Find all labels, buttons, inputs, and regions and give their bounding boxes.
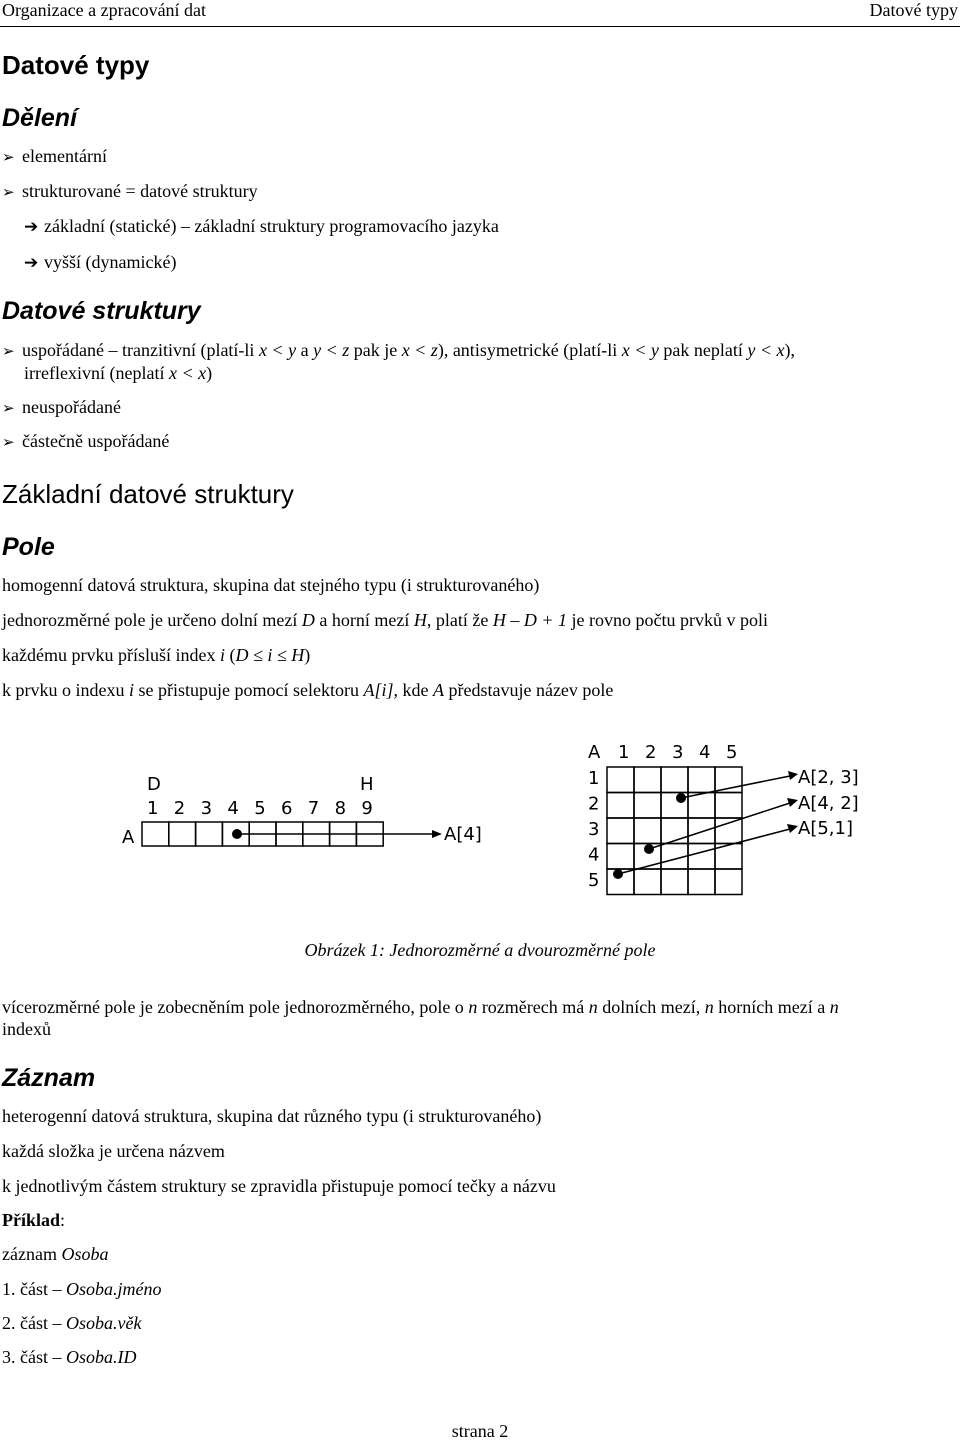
grid-cell	[715, 818, 742, 844]
chevron-bullet-icon: ➢	[2, 150, 15, 166]
grid-cell	[688, 767, 715, 793]
paragraph: homogenní datová struktura, skupina dat stejného typu (i strukturovaného)	[2, 575, 540, 595]
arrow-right-icon: ➔	[24, 217, 39, 236]
index-label: 9	[361, 798, 373, 819]
arrowhead	[788, 771, 798, 780]
chevron-bullet-icon: ➢	[2, 185, 15, 201]
paragraph: vícerozměrné pole je zobecněním pole jednorozměrného, pole o n rozměrech má n dolních mezí, n horních mezí a n	[2, 997, 839, 1017]
array-figure	[110, 730, 890, 900]
index-label: 5	[254, 798, 266, 819]
paragraph: jednorozměrné pole je určeno dolní mezí D a horní mezí H, platí že H – D + 1 je rovno počtu prvků v poli	[2, 610, 768, 630]
grid-cell	[634, 767, 661, 793]
example-label: Příklad:	[2, 1210, 66, 1230]
grid-cell	[607, 818, 634, 844]
arrowhead	[432, 830, 442, 838]
grid-cell	[661, 767, 688, 793]
heading-deleni: Dělení	[2, 104, 78, 132]
grid-cell	[634, 818, 661, 844]
heading-pole: Pole	[2, 533, 55, 561]
header-left: Organizace a zpracování dat	[2, 0, 207, 20]
list-item: ➢ uspořádané – tranzitivní (platí-li x < y a y < z pak je x < z), antisymetrické (platí-li x < y pak neplatí y < x),	[2, 340, 795, 360]
pointer-arrow	[681, 776, 790, 798]
chevron-bullet-icon: ➢	[2, 401, 15, 417]
page-number: strana 2	[451, 1421, 509, 1441]
arrowhead	[787, 824, 798, 833]
grid-cell	[607, 844, 634, 870]
example-line: 2. část – Osoba.věk	[2, 1313, 142, 1333]
element-label: A[4, 2]	[798, 793, 859, 814]
index-label: 2	[173, 798, 186, 819]
sub-list-item: ➔ vyšší (dynamické)	[24, 252, 177, 272]
list-item: ➢ částečně uspořádané	[2, 431, 170, 451]
array-name: A	[588, 742, 601, 763]
pointer-arrow	[618, 829, 790, 874]
grid-cell	[715, 793, 742, 819]
paragraph-continuation: indexů	[2, 1019, 51, 1039]
grid-cell	[634, 793, 661, 819]
column-label: 2	[645, 742, 657, 763]
row-label: 1	[588, 768, 600, 789]
array-name: A	[122, 827, 135, 848]
array-cell	[169, 822, 196, 846]
row-label: 3	[588, 819, 600, 840]
grid-cell	[688, 844, 715, 870]
column-label: 1	[618, 742, 630, 763]
chevron-bullet-icon: ➢	[2, 344, 15, 360]
grid-cell	[634, 869, 661, 895]
grid-cell	[661, 818, 688, 844]
heading-zakladni: Základní datové struktury	[2, 479, 294, 509]
chevron-bullet-icon: ➢	[2, 435, 15, 451]
header-divider	[0, 26, 960, 27]
row-label: 4	[588, 844, 600, 866]
pointer-label: A[4]	[444, 824, 482, 845]
paragraph: každému prvku přísluší index i (D ≤ i ≤ H)	[2, 645, 311, 665]
example-line: 1. část – Osoba.jméno	[2, 1279, 162, 1299]
page-title: Datové typy	[2, 50, 150, 80]
index-label: 8	[334, 798, 347, 819]
paragraph: k jednotlivým částem struktury se zpravidla přistupuje pomocí tečky a názvu	[2, 1176, 556, 1196]
arrowhead	[787, 798, 798, 807]
index-label: 1	[147, 798, 159, 819]
array-cell	[142, 822, 169, 846]
grid-cell	[607, 767, 634, 793]
column-label: 5	[726, 742, 738, 763]
figure-caption: Obrázek 1: Jednorozměrné a dvourozměrné pole	[304, 940, 656, 960]
element-label: A[5,1]	[798, 818, 853, 839]
heading-zaznam: Záznam	[2, 1064, 96, 1092]
element-label: A[2, 3]	[798, 767, 859, 788]
grid-cell	[715, 869, 742, 895]
pointer-arrow	[649, 803, 790, 849]
heading-datove-struktury: Datové struktury	[2, 297, 201, 325]
label-upper-bound: H	[360, 774, 374, 795]
column-label: 4	[699, 742, 711, 763]
list-item-continuation: irreflexivní (neplatí x < x)	[24, 363, 213, 383]
list-item: ➢ strukturované = datové struktury	[2, 181, 258, 201]
array-cell	[196, 822, 223, 846]
paragraph: heterogenní datová struktura, skupina dat různého typu (i strukturovaného)	[2, 1106, 542, 1126]
index-label: 6	[281, 798, 293, 819]
grid-cell	[661, 869, 688, 895]
sub-list-item: ➔ základní (statické) – základní struktury programovacího jazyka	[24, 216, 499, 236]
one-d-array	[122, 774, 482, 848]
index-label: 7	[307, 798, 320, 819]
grid-cell	[688, 818, 715, 844]
example-line: záznam Osoba	[2, 1244, 109, 1264]
index-label: 3	[200, 798, 213, 819]
paragraph: k prvku o indexu i se přistupuje pomocí selektoru A[i], kde A představuje název pole	[2, 680, 614, 700]
two-d-array	[588, 742, 859, 895]
header-right: Datové typy	[869, 0, 958, 20]
label-lower-bound: D	[147, 774, 161, 795]
example-line: 3. část – Osoba.ID	[2, 1347, 137, 1367]
list-item: ➢ elementární	[2, 146, 107, 166]
row-label: 2	[588, 793, 600, 815]
column-label: 3	[672, 742, 684, 763]
row-label: 5	[588, 870, 600, 891]
index-label: 4	[227, 798, 239, 819]
grid-cell	[688, 869, 715, 895]
paragraph: každá složka je určena názvem	[2, 1141, 225, 1161]
list-item: ➢ neuspořádané	[2, 397, 121, 417]
arrow-right-icon: ➔	[24, 253, 39, 272]
grid-cell	[607, 793, 634, 819]
